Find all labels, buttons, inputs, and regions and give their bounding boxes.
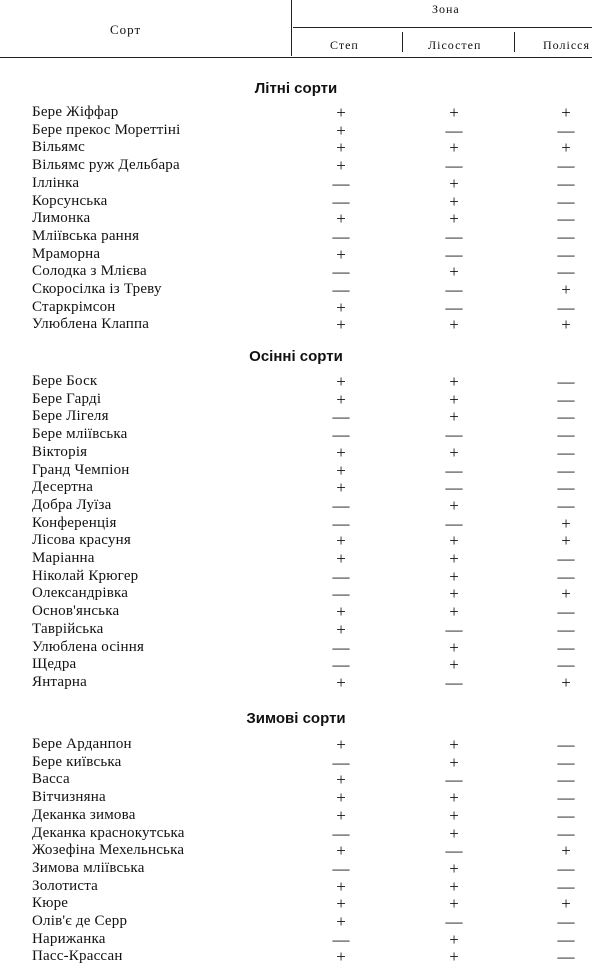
variety-name: Улюблена осіння xyxy=(32,639,145,655)
zone-mark: + xyxy=(449,138,459,157)
variety-name: Деканка краснокутська xyxy=(32,825,185,841)
variety-name: Десертна xyxy=(32,479,94,495)
table-row xyxy=(0,104,592,122)
zone-mark: + xyxy=(449,877,459,896)
zone-mark: — xyxy=(557,638,575,657)
zone-header-polissia: Полісся xyxy=(543,38,591,52)
zone-mark: — xyxy=(445,620,463,639)
zone-mark: — xyxy=(332,567,350,586)
table-row xyxy=(0,807,592,825)
zone-mark: + xyxy=(336,894,346,913)
zone-mark: + xyxy=(336,770,346,789)
zone-mark: + xyxy=(449,443,459,462)
zone-mark: — xyxy=(557,806,575,825)
table-row xyxy=(0,674,592,692)
zone-mark: + xyxy=(449,930,459,949)
zone-mark: + xyxy=(561,315,571,334)
zone-mark: — xyxy=(445,770,463,789)
zone-mark: — xyxy=(557,372,575,391)
variety-name: Васса xyxy=(32,771,70,787)
zone-mark: — xyxy=(445,912,463,931)
table-row xyxy=(0,373,592,391)
zone-mark: — xyxy=(445,673,463,692)
table-row xyxy=(0,193,592,211)
zone-mark: + xyxy=(449,655,459,674)
variety-name: Маріанна xyxy=(32,550,95,566)
zone-mark: — xyxy=(332,407,350,426)
header-vertical-divider xyxy=(291,0,292,56)
zone-divider-2 xyxy=(514,32,515,52)
table-row xyxy=(0,426,592,444)
table-row xyxy=(0,391,592,409)
zone-mark: — xyxy=(332,174,350,193)
header-bottom-rule xyxy=(0,57,592,58)
zone-mark: — xyxy=(557,824,575,843)
zone-mark: + xyxy=(336,602,346,621)
table-row xyxy=(0,497,592,515)
zone-mark: + xyxy=(336,788,346,807)
zone-mark: — xyxy=(445,425,463,444)
table-row xyxy=(0,771,592,789)
variety-name: Вільямс xyxy=(32,139,85,155)
zone-mark: + xyxy=(336,877,346,896)
table-row xyxy=(0,246,592,264)
zone-mark: — xyxy=(332,824,350,843)
zone-mark: — xyxy=(557,425,575,444)
zone-mark: + xyxy=(449,753,459,772)
zone-mark: + xyxy=(449,372,459,391)
zone-mark: — xyxy=(445,461,463,480)
zone-mark: + xyxy=(336,806,346,825)
zone-mark: + xyxy=(449,192,459,211)
zone-column-header: Зона xyxy=(432,2,460,16)
zone-mark: — xyxy=(445,514,463,533)
zone-mark: + xyxy=(561,673,571,692)
variety-name: Вітчизняна xyxy=(32,789,106,805)
zone-mark: + xyxy=(449,262,459,281)
zone-mark: — xyxy=(332,753,350,772)
zone-mark: + xyxy=(449,315,459,334)
zone-mark: + xyxy=(449,859,459,878)
table-row xyxy=(0,228,592,246)
zone-mark: — xyxy=(332,655,350,674)
variety-name: Бере київська xyxy=(32,754,122,770)
zone-mark: + xyxy=(336,209,346,228)
variety-name: Вільямс руж Дельбара xyxy=(32,157,180,173)
zone-mark: + xyxy=(336,912,346,931)
zone-mark: — xyxy=(557,655,575,674)
variety-name: Улюблена Клаппа xyxy=(32,316,150,332)
zone-mark: + xyxy=(336,673,346,692)
zone-mark: — xyxy=(557,859,575,878)
zone-mark: — xyxy=(557,947,575,966)
table-row xyxy=(0,895,592,913)
zone-mark: — xyxy=(445,298,463,317)
variety-name: Солодка з Млієва xyxy=(32,263,147,279)
zone-mark: — xyxy=(557,174,575,193)
variety-name: Мраморна xyxy=(32,246,101,262)
zone-mark: + xyxy=(336,735,346,754)
section-title-winter: Зимові сорти xyxy=(246,710,346,727)
variety-name: Нарижанка xyxy=(32,931,106,947)
zone-mark: + xyxy=(449,584,459,603)
zone-mark: — xyxy=(557,443,575,462)
variety-name: Лимонка xyxy=(32,210,91,226)
variety-name: Щедра xyxy=(32,656,77,672)
zone-mark: + xyxy=(336,103,346,122)
variety-name: Олів'є де Серр xyxy=(32,913,128,929)
zone-mark: — xyxy=(332,859,350,878)
zone-mark: + xyxy=(336,947,346,966)
zone-mark: + xyxy=(336,549,346,568)
zone-mark: — xyxy=(445,478,463,497)
variety-name: Мліївська рання xyxy=(32,228,140,244)
zone-mark: + xyxy=(336,390,346,409)
table-row xyxy=(0,444,592,462)
variety-name: Корсунська xyxy=(32,193,108,209)
table-row xyxy=(0,639,592,657)
zone-mark: — xyxy=(445,121,463,140)
table-row xyxy=(0,621,592,639)
variety-name: Бере Гарді xyxy=(32,391,102,407)
zone-mark: — xyxy=(445,227,463,246)
zone-mark: + xyxy=(449,496,459,515)
table-row xyxy=(0,568,592,586)
table-row xyxy=(0,263,592,281)
zone-mark: + xyxy=(336,478,346,497)
variety-name: Бере Арданпон xyxy=(32,736,132,752)
zone-mark: — xyxy=(557,930,575,949)
zone-mark: — xyxy=(557,770,575,789)
zone-mark: — xyxy=(557,877,575,896)
table-row xyxy=(0,299,592,317)
zone-mark: + xyxy=(336,138,346,157)
zone-mark: — xyxy=(332,425,350,444)
zone-mark: — xyxy=(557,735,575,754)
zone-mark: — xyxy=(332,280,350,299)
zone-mark: — xyxy=(445,841,463,860)
zone-mark: — xyxy=(332,638,350,657)
variety-name: Зимова мліївська xyxy=(32,860,145,876)
variety-name: Жозефіна Мехельнська xyxy=(32,842,185,858)
zone-mark: + xyxy=(336,245,346,264)
zone-mark: — xyxy=(557,156,575,175)
variety-column-header: Сорт xyxy=(110,22,142,37)
variety-name: Олександрівка xyxy=(32,585,129,601)
zone-mark: — xyxy=(332,262,350,281)
table-row xyxy=(0,210,592,228)
zone-mark: + xyxy=(449,735,459,754)
table-row xyxy=(0,515,592,533)
variety-name: Конференція xyxy=(32,515,117,531)
table-row xyxy=(0,479,592,497)
table-row xyxy=(0,736,592,754)
zone-mark: — xyxy=(557,602,575,621)
variety-name: Деканка зимова xyxy=(32,807,136,823)
zone-mark: — xyxy=(557,496,575,515)
zone-mark: — xyxy=(332,227,350,246)
table-row xyxy=(0,656,592,674)
table-row xyxy=(0,878,592,896)
table-row xyxy=(0,913,592,931)
table-row xyxy=(0,122,592,140)
section-title-summer: Літні сорти xyxy=(254,80,338,97)
zone-mark: + xyxy=(561,584,571,603)
table-header xyxy=(0,0,592,57)
zone-mark: — xyxy=(332,192,350,211)
variety-name: Основ'янська xyxy=(32,603,120,619)
section-title-autumn: Осінні сорти xyxy=(249,348,343,365)
zone-mark: — xyxy=(557,245,575,264)
zone-mark: — xyxy=(557,620,575,639)
zone-mark: — xyxy=(332,514,350,533)
zone-mark: — xyxy=(557,121,575,140)
table-row xyxy=(0,175,592,193)
zone-mark: + xyxy=(561,514,571,533)
table-row xyxy=(0,532,592,550)
zone-mark: — xyxy=(557,753,575,772)
zone-mark: + xyxy=(561,894,571,913)
variety-name: Бере прекос Мореттіні xyxy=(32,122,181,138)
zone-mark: + xyxy=(561,103,571,122)
variety-name: Кюре xyxy=(32,895,69,911)
variety-name: Бере Лігеля xyxy=(32,408,109,424)
zone-mark: + xyxy=(449,531,459,550)
variety-name: Пасс-Крассан xyxy=(32,948,123,964)
zone-mark: + xyxy=(336,461,346,480)
zone-header-steppe: Степ xyxy=(330,38,359,52)
zone-mark: + xyxy=(449,824,459,843)
zone-mark: — xyxy=(557,262,575,281)
zone-mark: — xyxy=(557,227,575,246)
table-row xyxy=(0,462,592,480)
variety-name: Лісова красуня xyxy=(32,532,131,548)
table-row xyxy=(0,603,592,621)
zone-underline xyxy=(293,27,592,28)
table-row xyxy=(0,948,592,966)
variety-name: Гранд Чемпіон xyxy=(32,462,130,478)
zone-mark: + xyxy=(449,806,459,825)
zone-mark: + xyxy=(449,567,459,586)
zone-mark: + xyxy=(561,280,571,299)
zone-mark: — xyxy=(557,192,575,211)
table-row xyxy=(0,139,592,157)
zone-mark: — xyxy=(557,461,575,480)
zone-mark: + xyxy=(336,841,346,860)
zone-mark: + xyxy=(449,947,459,966)
zone-mark: — xyxy=(332,584,350,603)
variety-name: Янтарна xyxy=(32,674,88,690)
zone-mark: + xyxy=(561,138,571,157)
table-row xyxy=(0,842,592,860)
variety-name: Бере Боск xyxy=(32,373,98,389)
table-row xyxy=(0,860,592,878)
zone-mark: + xyxy=(336,121,346,140)
zone-mark: + xyxy=(336,443,346,462)
zone-mark: — xyxy=(557,912,575,931)
zone-mark: + xyxy=(336,156,346,175)
zone-mark: — xyxy=(557,298,575,317)
zone-mark: — xyxy=(557,407,575,426)
zone-mark: + xyxy=(561,531,571,550)
zone-mark: + xyxy=(449,602,459,621)
table-row xyxy=(0,585,592,603)
zone-mark: + xyxy=(449,174,459,193)
zone-mark: + xyxy=(449,638,459,657)
zone-mark: — xyxy=(557,478,575,497)
zone-mark: + xyxy=(449,894,459,913)
zone-mark: + xyxy=(336,315,346,334)
table-row xyxy=(0,931,592,949)
table-row xyxy=(0,157,592,175)
zone-mark: + xyxy=(449,788,459,807)
table-row xyxy=(0,550,592,568)
table-row xyxy=(0,316,592,334)
table-row xyxy=(0,281,592,299)
zone-mark: — xyxy=(557,567,575,586)
zone-mark: — xyxy=(557,549,575,568)
zone-mark: — xyxy=(332,496,350,515)
variety-name: Бере мліївська xyxy=(32,426,128,442)
table-row xyxy=(0,408,592,426)
zone-divider-1 xyxy=(402,32,403,52)
zone-mark: + xyxy=(336,298,346,317)
zone-mark: + xyxy=(336,620,346,639)
variety-name: Іллінка xyxy=(32,175,80,191)
zone-mark: + xyxy=(449,549,459,568)
table-row xyxy=(0,825,592,843)
zone-mark: — xyxy=(445,156,463,175)
zone-mark: + xyxy=(336,531,346,550)
zone-mark: + xyxy=(561,841,571,860)
zone-mark: — xyxy=(445,245,463,264)
zone-mark: — xyxy=(557,390,575,409)
zone-mark: + xyxy=(449,103,459,122)
variety-name: Вікторія xyxy=(32,444,88,460)
variety-name: Старкрімсон xyxy=(32,299,116,315)
zone-mark: + xyxy=(336,372,346,391)
variety-name: Таврійська xyxy=(32,621,104,637)
zone-mark: — xyxy=(445,280,463,299)
variety-name: Ніколай Крюгер xyxy=(32,568,139,584)
variety-name: Золотиста xyxy=(32,878,99,894)
zone-mark: + xyxy=(449,209,459,228)
zone-mark: + xyxy=(449,390,459,409)
variety-name: Бере Жіффар xyxy=(32,104,119,120)
zone-mark: + xyxy=(449,407,459,426)
zone-mark: — xyxy=(557,788,575,807)
table-row xyxy=(0,754,592,772)
variety-name: Добра Луїза xyxy=(32,497,112,513)
table-row xyxy=(0,789,592,807)
zone-header-forest-steppe: Лісостеп xyxy=(428,38,482,52)
zone-mark: — xyxy=(332,930,350,949)
variety-name: Скоросілка із Треву xyxy=(32,281,162,297)
zone-mark: — xyxy=(557,209,575,228)
